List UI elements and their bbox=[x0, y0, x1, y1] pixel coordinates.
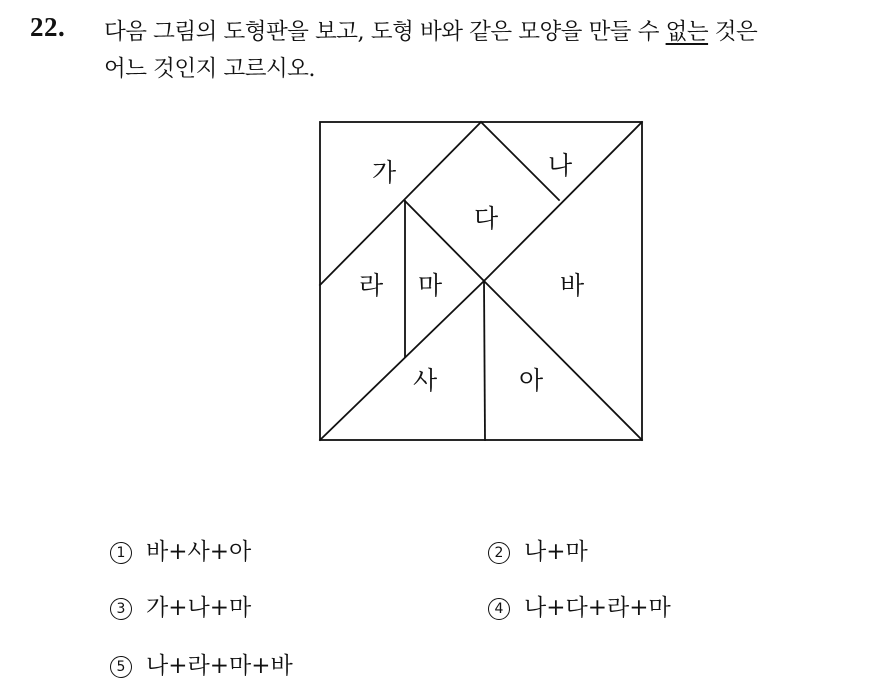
choice-text-3: 가+나+마 bbox=[146, 595, 252, 621]
question-number: 22. bbox=[30, 12, 66, 42]
choice-5[interactable] bbox=[110, 647, 293, 680]
piece-label-ma: 마 bbox=[418, 271, 443, 300]
choice-2[interactable] bbox=[488, 533, 588, 566]
tangram-figure bbox=[318, 119, 644, 443]
question-text bbox=[104, 14, 874, 88]
question-text-after: 것은 bbox=[708, 19, 758, 45]
piece-label-da: 다 bbox=[474, 204, 499, 233]
piece-label-ra: 라 bbox=[359, 271, 384, 300]
edge-sa-left bbox=[320, 281, 484, 440]
edge-ra-ga bbox=[320, 122, 481, 285]
question-text-before: 다음 그림의 도형판을 보고, 도형 바와 같은 모양을 만들 수 bbox=[104, 19, 666, 45]
choice-3[interactable] bbox=[110, 589, 251, 622]
piece-label-na: 나 bbox=[548, 151, 573, 180]
edge-a-ba bbox=[484, 281, 642, 440]
edge-sa-a bbox=[484, 281, 485, 440]
piece-label-ga: 가 bbox=[372, 158, 397, 187]
choice-text-4: 나+다+라+마 bbox=[524, 595, 671, 621]
underlined-word: 없는 bbox=[665, 19, 709, 45]
edge-da-ma bbox=[405, 201, 484, 281]
edge-diagonal bbox=[484, 122, 642, 281]
choice-text-2: 나+마 bbox=[524, 539, 588, 565]
question-line-1 bbox=[104, 14, 874, 51]
question-line-2: 어느 것인지 고르시오. bbox=[104, 56, 316, 82]
piece-label-a: 아 bbox=[519, 366, 544, 395]
tangram-svg bbox=[318, 119, 644, 443]
choice-4[interactable] bbox=[488, 589, 671, 622]
choice-number-5: 5 bbox=[110, 656, 132, 678]
choice-number-2: 2 bbox=[488, 542, 510, 564]
choice-1[interactable] bbox=[110, 533, 251, 566]
choice-text-5: 나+라+마+바 bbox=[146, 653, 293, 679]
piece-label-ba: 바 bbox=[560, 271, 585, 300]
choice-number-3: 3 bbox=[110, 598, 132, 620]
choice-number-1: 1 bbox=[110, 542, 132, 564]
choice-text-1: 바+사+아 bbox=[146, 539, 252, 565]
piece-label-sa: 사 bbox=[413, 366, 438, 395]
choice-number-4: 4 bbox=[488, 598, 510, 620]
